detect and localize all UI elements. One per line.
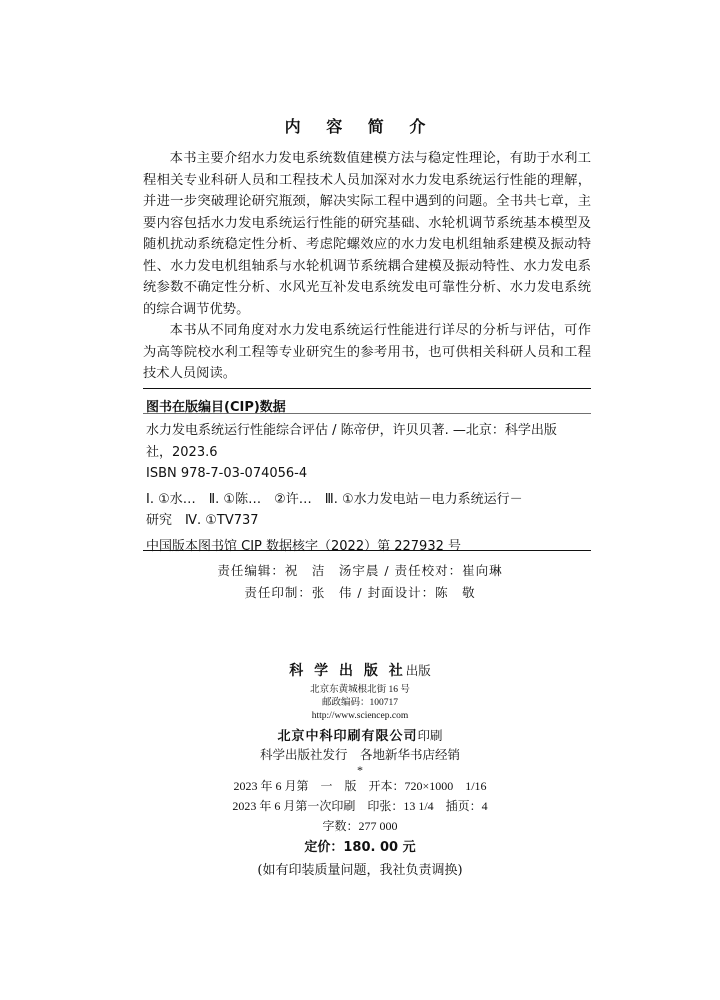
cip-isbn: ISBN 978-7-03-074056-4 [146,466,308,481]
cip-heading-rule [143,413,591,414]
publisher-name: 科 学 出 版 社 [289,663,406,679]
cip-number: 中国版本图书馆 CIP 数据核字（2022）第 227932 号 [146,538,461,554]
distribution-line: 科学出版社发行 各地新华书店经销 [259,747,460,762]
summary-paragraph: 本书主要介绍水力发电系统数值建模方法与稳定性理论，有助于水利工程相关专业科研人员和工程技术人员加深对水力发电系统运行性能的理解，并进一步突破理论研究瓶颈，解决实际工程中遇到的问题。全书共七章，主要内容包括水力发电系统运行性能的研究基础、水轮机调节系统基本模型及随机扰动系统稳定性分析、考虑陀螺效应的水力发电机组轴系建模及振动特性、水力发电机组轴系与水轮机调节系统耦合建模及振动特性、水力发电系统参数不确定性分析、水风光互补发电系统发电可靠性分析、水力发电系统的综合调节优势。 [143,151,591,317]
summary-paragraph: 本书从不同角度对水力发电系统运行性能进行详尽的分析与评估，可作为高等院校水利工程等专业研究生的参考用书，也可供相关科研人员和工程技术人员阅读。 [143,323,591,381]
word-count: 字数：277 000 [322,819,398,833]
printer-name: 北京中科印刷有限公司 [277,729,418,744]
cip-title-line: 水力发电系统运行性能综合评估 / 陈帝伊，许贝贝著. —北京：科学出版 [146,423,557,438]
staff-line-editors: 责任编辑：祝 洁 汤宇晨 / 责任校对：崔向琳 [217,563,503,578]
staff-line-production: 责任印制：张 伟 / 封面设计：陈 敬 [244,585,476,600]
edition-line: 2023 年 6 月第 一 版 开本：720×1000 1/16 [233,779,487,793]
publisher-address: 北京东黄城根北街 16 号 [310,685,410,695]
summary-text [143,148,591,385]
cip-classification-cont: 研究 Ⅳ. ①TV737 [146,513,259,528]
summary-title: 内 容 简 介 [284,117,436,136]
cip-classification: Ⅰ. ①水… Ⅱ. ①陈… ②许… Ⅲ. ①水力发电站－电力系统运行－ [146,491,523,507]
quality-note: (如有印装质量问题，我社负责调换) [257,863,463,878]
cip-top-rule [143,388,591,389]
printer-suffix: 印刷 [417,728,443,743]
price: 定价：180. 00 元 [304,840,416,855]
publisher-block [0,660,720,882]
cip-title-line-cont: 社，2023.6 [146,444,218,460]
cip-heading: 图书在版编目(CIP)数据 [146,400,286,415]
printing-line: 2023 年 6 月第一次印刷 印张：13 1/4 插页：4 [232,799,488,813]
staff-credits [0,560,720,604]
publisher-suffix: 出版 [405,663,431,678]
separator-star: * [357,763,363,777]
cip-block [146,420,590,557]
publisher-url: http://www.sciencep.com [311,711,409,721]
cip-bottom-rule [143,550,591,551]
publisher-postcode: 邮政编码：100717 [321,698,398,708]
